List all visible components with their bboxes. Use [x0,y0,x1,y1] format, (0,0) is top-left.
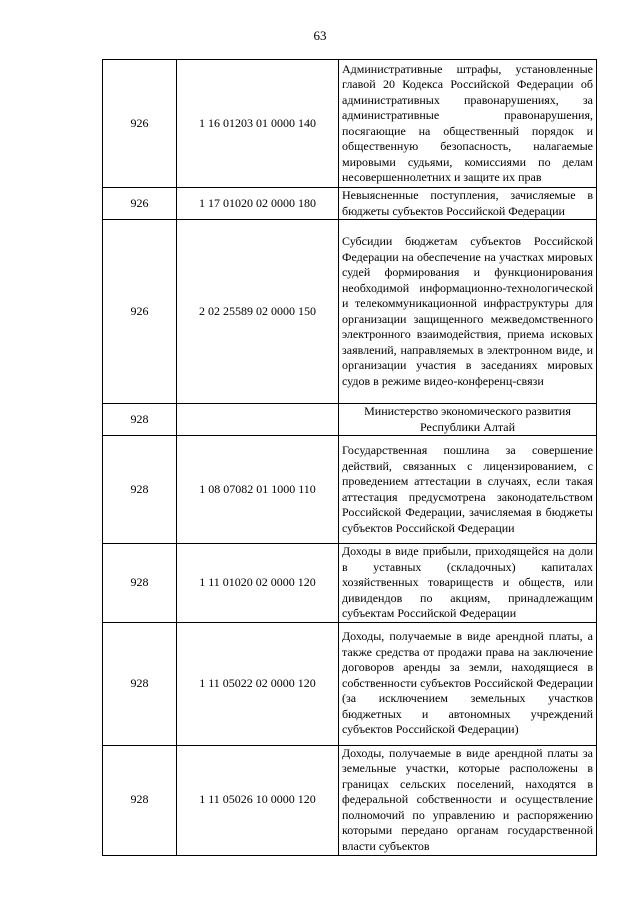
description-cell: Государственная пошлина за совершение действий, связанных с лицензированием, с проведением аттестации в случаях, если такая аттестация предусмотрена законодательством Российской Федерации, зачисляемая в бюджеты субъектов Российской Федерации [339,436,597,544]
table-row [103,544,597,623]
admin-code-cell: 928 [103,544,177,623]
income-code-cell: 1 11 01020 02 0000 120 [177,544,339,623]
table-row [103,188,597,220]
table-row [103,745,597,855]
description-cell: Доходы, получаемые в виде арендной платы, а также средства от продажи права на заключение договоров аренды за земли, находящиеся в собственности субъектов Российской Федерации (за исключением земельных участков бюджетных и автономных учреждений субъектов Российской Федерации) [339,622,597,745]
admin-code-cell: 926 [103,60,177,188]
table-row [103,220,597,404]
income-code-cell: 1 08 07082 01 1000 110 [177,436,339,544]
revenue-codes-table [102,59,597,856]
income-code-cell: 2 02 25589 02 0000 150 [177,220,339,404]
income-code-cell: 1 17 01020 02 0000 180 [177,188,339,220]
description-cell: Доходы в виде прибыли, приходящейся на доли в уставных (складочных) капиталах хозяйственных товариществ и обществ, или дивидендов по акциям, принадлежащим субъектам Российской Федерации [339,544,597,623]
table-row [103,622,597,745]
admin-code-cell: 928 [103,436,177,544]
page-number: 63 [313,28,327,43]
description-cell: Субсидии бюджетам субъектов Российской Федерации на обеспечение на участках мировых судей формирования и функционирования необходимой информационно-технологической и телекоммуникационной инфраструктуры для организации защищенного межведомственного электронного взаимодействия, приема исковых заявлений, направляемых в электронном виде, и организации участия в заседаниях мировых судов в режиме видео-конференц-связи [339,220,597,404]
admin-code-cell: 926 [103,188,177,220]
table-row [103,60,597,188]
department-heading-cell: Министерство экономического развития Республики Алтай [339,404,597,436]
table-row [103,404,597,436]
description-cell: Доходы, получаемые в виде арендной платы за земельные участки, которые расположены в границах сельских поселений, находятся в федеральной собственности и осуществление полномочий по управлению и распоряжению которыми передано органам государственной власти субъектов [339,745,597,855]
admin-code-cell: 926 [103,220,177,404]
description-cell: Административные штрафы, установленные главой 20 Кодекса Российской Федерации об административных правонарушениях, за административные правонарушения, посягающие на общественный порядок и общественную безопасность, налагаемые мировыми судьями, комиссиями по делам несовершеннолетних и защите их прав [339,60,597,188]
income-code-cell [177,404,339,436]
income-code-cell: 1 11 05022 02 0000 120 [177,622,339,745]
admin-code-cell: 928 [103,622,177,745]
income-code-cell: 1 16 01203 01 0000 140 [177,60,339,188]
description-cell: Невыясненные поступления, зачисляемые в бюджеты субъектов Российской Федерации [339,188,597,220]
admin-code-cell: 928 [103,404,177,436]
admin-code-cell: 928 [103,745,177,855]
table-row [103,436,597,544]
income-code-cell: 1 11 05026 10 0000 120 [177,745,339,855]
